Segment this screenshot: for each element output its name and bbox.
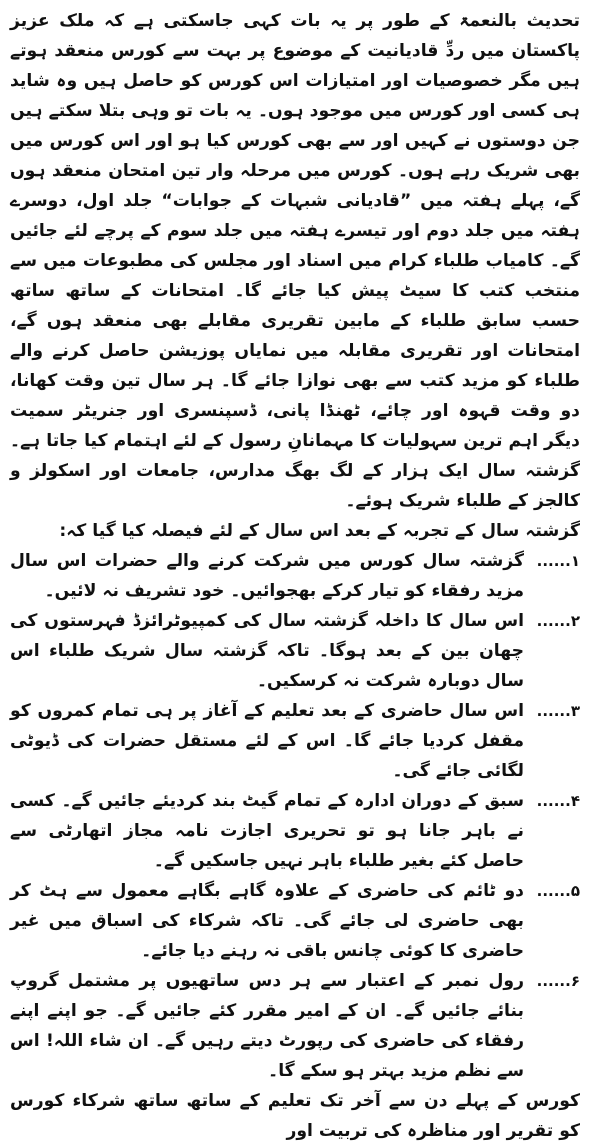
paragraph-closing: کورس کے پہلے دن سے آخر تک تعلیم کے ساتھ ساتھ شرکاء کورس کو تقریر اور مناظرہ کی تربیت اور bbox=[10, 1091, 580, 1141]
decision-item-text: اس سال کا داخلہ گزشتہ سال کی کمپیوٹرائزڈ فہرستوں کی چھان بین کے بعد ہوگا۔ تاکہ گزشتہ سال شریک طلباء اس سال دوبارہ شرکت نہ کرسکیں۔ bbox=[10, 611, 524, 691]
decision-item-number: ۶...... bbox=[536, 972, 580, 990]
decision-item-3 bbox=[10, 696, 580, 786]
decision-item-number: ۴...... bbox=[536, 792, 580, 810]
document-page bbox=[10, 6, 580, 1141]
decision-item-5 bbox=[10, 876, 580, 966]
decision-item-number: ۲...... bbox=[536, 612, 580, 630]
decisions-intro: گزشتہ سال کے تجربہ کے بعد اس سال کے لئے فیصلہ کیا گیا کہ: bbox=[59, 521, 580, 541]
decision-item-4 bbox=[10, 786, 580, 876]
decision-item-6 bbox=[10, 966, 580, 1086]
decision-item-2 bbox=[10, 606, 580, 696]
decision-item-text: دو ٹائم کی حاضری کے علاوہ گاہے بگاہے معمول سے ہٹ کر بھی حاضری لی جائے گی۔ تاکہ شرکاء کی اسباق میں غیر حاضری کا کوئی چانس باقی نہ رہنے دیا جائے۔ bbox=[10, 881, 524, 961]
decision-item-text: گزشتہ سال کورس میں شرکت کرنے والے حضرات اس سال مزید رفقاء کو تیار کرکے بھجوائیں۔ خود تشریف نہ لائیں۔ bbox=[10, 551, 524, 601]
decision-item-text: سبق کے دوران ادارہ کے تمام گیٹ بند کردیئے جائیں گے۔ کسی نے باہر جانا ہو تو تحریری اجازت نامہ مجاز اتھارٹی سے حاصل کئے بغیر طلباء باہر نہیں جاسکیں گے۔ bbox=[10, 791, 524, 871]
decision-item-text: اس سال حاضری کے بعد تعلیم کے آغاز پر ہی تمام کمروں کو مقفل کردیا جائے گا۔ اس کے لئے مستقل حضرات کی ڈیوٹی لگائی جائے گی۔ bbox=[10, 701, 524, 781]
decision-item-1 bbox=[10, 546, 580, 606]
paragraph-course-features: تحدیث بالنعمۃ کے طور پر یہ بات کہی جاسکتی ہے کہ ملک عزیز پاکستان میں ردِّ قادیانیت کے موضوع پر بہت سے کورس منعقد ہوتے ہیں مگر خصوصیات اور امتیازات اس کورس کو حاصل ہیں وہ شاید ہی کسی اور کورس میں موجود ہوں۔ یہ بات تو وہی بتلا سکتے ہیں جن دوستوں نے کہیں اور سے بھی کورس کیا ہو اور اس کورس میں بھی شریک رہے ہوں۔ کورس میں مرحلہ وار تین امتحان منعقد ہوں گے، پہلے ہفتہ میں ”قادیانی شبہات کے جوابات“ جلد اول، دوسرے ہفتہ میں جلد دوم اور تیسرے ہفتہ میں جلد سوم کے پرچے لئے جائیں گے۔ کامیاب طلباء کرام میں اسناد اور مجلس کی مطبوعات میں سے منتخب کتب کا سیٹ پیش کیا جائے گا۔ امتحانات کے ساتھ ساتھ حسب سابق طلباء کے مابین تقریری مقابلے بھی منعقد ہوں گے، امتحانات اور تقریری مقابلہ میں نمایاں پوزیشن حاصل کرنے والے طلباء کو مزید کتب سے بھی نوازا جائے گا۔ ہر سال تین وقت کھانا، دو وقت قہوہ اور چائے، ٹھنڈا پانی، ڈسپنسری اور جنریٹر سمیت دیگر اہم ترین سہولیات کا مہمانانِ رسول کے لئے اہتمام کیا جاتا ہے۔ گزشتہ سال ایک ہزار کے لگ بھگ مدارس، جامعات اور اسکولز و کالجز کے طلباء شریک ہوئے۔ bbox=[10, 11, 580, 511]
decision-item-text: رول نمبر کے اعتبار سے ہر دس ساتھیوں پر مشتمل گروپ بنائے جائیں گے۔ ان کے امیر مقرر کئے جائیں گے۔ جو اپنے اپنے رفقاء کی حاضری کی رپورٹ دیتے رہیں گے۔ ان شاء اللہ! اس سے نظم مزید بہتر ہو سکے گا۔ bbox=[10, 971, 524, 1081]
decision-item-number: ۱...... bbox=[536, 552, 580, 570]
decision-item-number: ۵...... bbox=[536, 882, 580, 900]
decision-item-number: ۳...... bbox=[536, 702, 580, 720]
